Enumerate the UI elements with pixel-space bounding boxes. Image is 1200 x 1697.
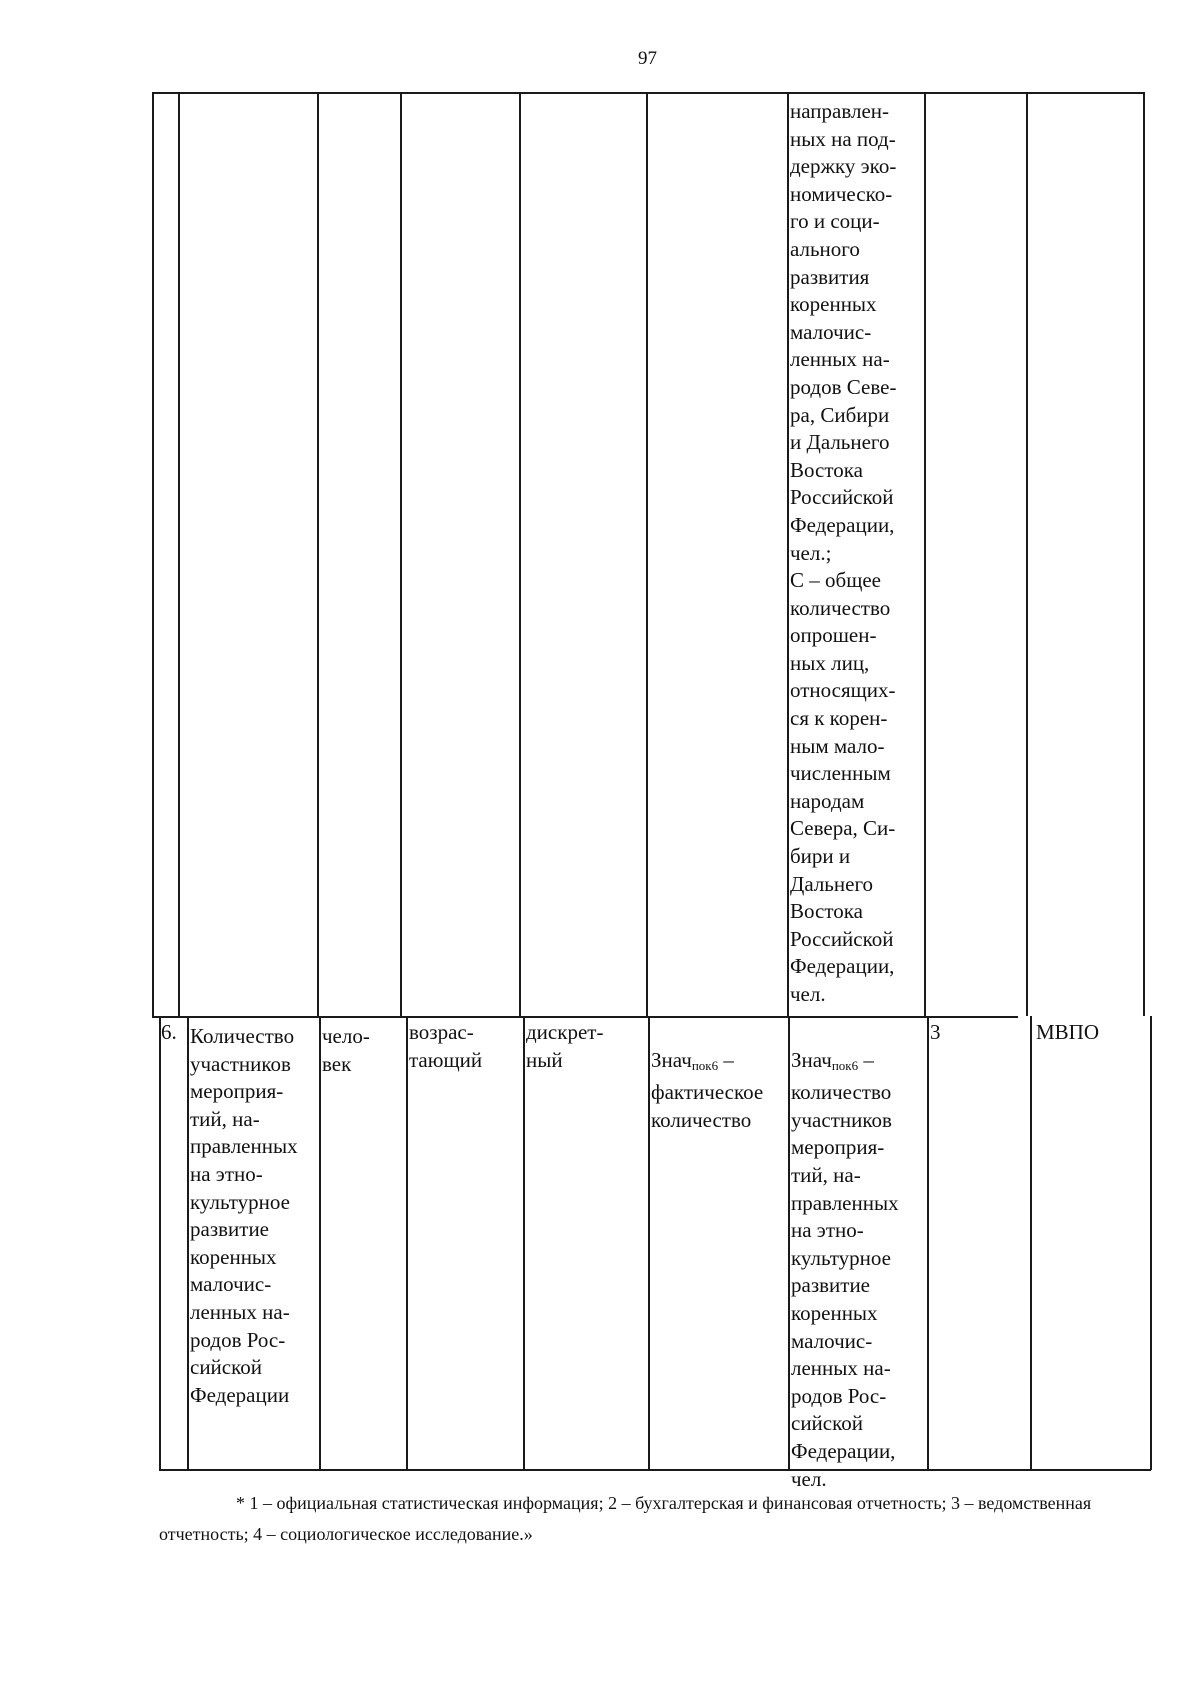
formula-subscript: пок6 <box>691 1057 719 1073</box>
col-border <box>159 1016 161 1470</box>
unit-of-measure: чело- век <box>322 1024 370 1076</box>
page-number: 97 <box>638 48 657 69</box>
col-border <box>178 92 180 1016</box>
col-border <box>152 92 154 1016</box>
formula-cell <box>651 1019 787 1162</box>
responsible-body: МВПО <box>1036 1020 1100 1044</box>
col-border <box>317 92 319 1016</box>
col-border <box>1150 1016 1152 1470</box>
indicator-name: Количество участников мероприя- тий, на- правленных на этно- культурное развитие коренных малочис- ленных на- родов Рос- сийской Федерации <box>190 1024 298 1407</box>
col-border <box>924 92 926 1016</box>
method-symbol: Знач <box>791 1047 832 1072</box>
row-divider <box>152 1016 1018 1018</box>
col-border <box>406 1016 408 1470</box>
method-dash: – <box>858 1047 874 1072</box>
method-cell <box>791 1019 926 1521</box>
col-border <box>1143 92 1145 1016</box>
table-bottom-border <box>159 1469 1151 1471</box>
formula-dash: – <box>718 1047 734 1072</box>
formula-description: фактическое количество <box>651 1080 764 1132</box>
method-subscript: пок6 <box>831 1057 859 1073</box>
method-cell-continued: направлен- ных на под- держку эко- номическо- го и соци- ального развития коренных малочис- ленных на- родов Севе- ра, Сибири и Дальнего Востока Российской Федерации, чел.; C – общее количество опрошен- ных лиц, относящих- ся к корен- ным мало- численным народам Севера, Си- бири и Дальнего Востока Российской Федерации, чел. <box>790 99 897 1006</box>
col-border <box>646 92 648 1016</box>
table-top-border <box>152 92 1144 94</box>
col-border <box>319 1016 321 1470</box>
col-border <box>787 92 789 1016</box>
dynamics: возрас- тающий <box>409 1020 483 1072</box>
col-border <box>1030 1016 1032 1470</box>
col-border <box>400 92 402 1016</box>
col-border <box>1026 92 1028 1016</box>
col-border <box>927 1016 929 1470</box>
col-border <box>519 92 521 1016</box>
method-description: количество участников мероприя- тий, на- правленных на этно- культурное развитие коренных малочис- ленных на- родов Рос- сийской Федерации, чел. <box>791 1080 899 1491</box>
row-number: 6. <box>161 1020 177 1044</box>
data-source: 3 <box>930 1020 941 1044</box>
col-border <box>788 1016 790 1470</box>
indicator-type: дискрет- ный <box>526 1020 604 1072</box>
col-border <box>648 1016 650 1470</box>
col-border <box>523 1016 525 1470</box>
formula-symbol: Знач <box>651 1047 692 1072</box>
footnote: * 1 – официальная статистическая информация; 2 – бухгалтерская и финансовая отчетность; 3 – ведомственная отчетность; 4 – социологическое исследование.» <box>159 1493 1092 1544</box>
col-border <box>187 1016 189 1470</box>
